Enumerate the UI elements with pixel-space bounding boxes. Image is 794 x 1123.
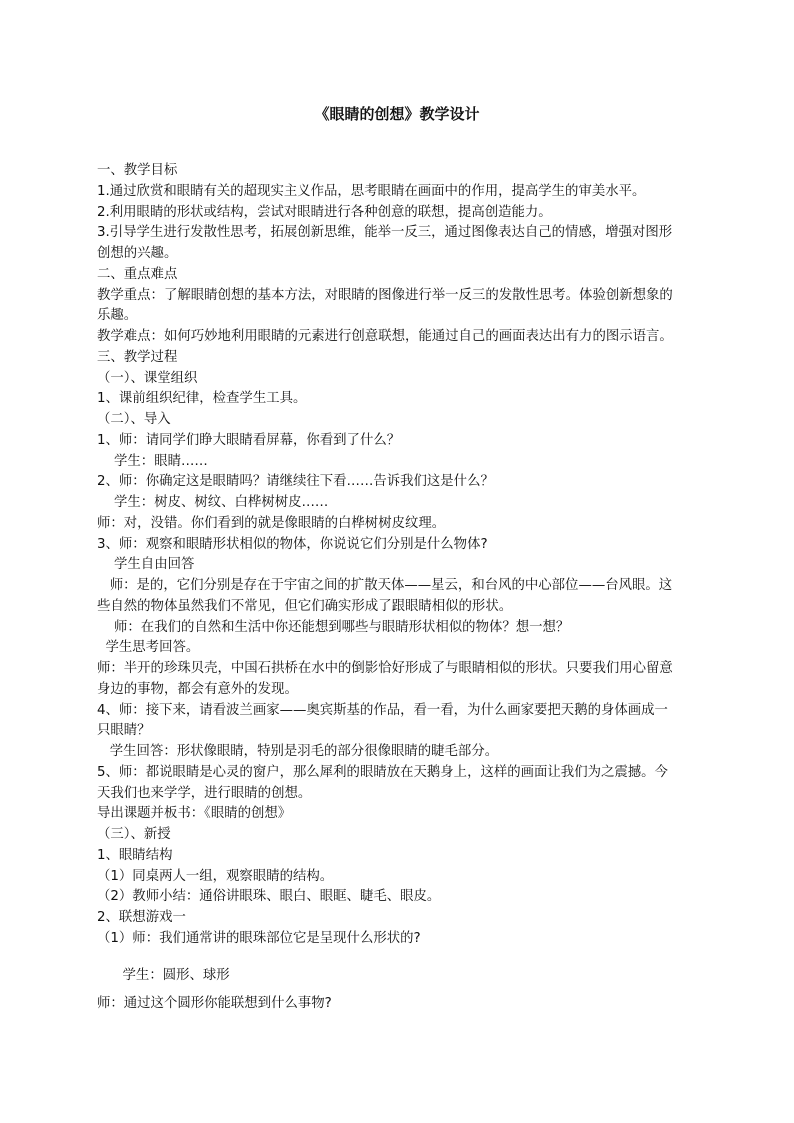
text-line: 4、师：接下来，请看波兰画家——奥宾斯基的作品，看一看，为什么画家要把天鹅的身体画成一 bbox=[97, 703, 668, 718]
text-line: 1、师：请同学们睁大眼睛看屏幕，你看到了什么？ bbox=[97, 433, 401, 448]
text-line: 1、眼睛结构 bbox=[97, 848, 173, 863]
text-line: 学生自由回答 bbox=[97, 557, 195, 572]
document-title: 《眼睛的创想》教学设计 bbox=[314, 105, 480, 123]
text-line: 学生：树皮、树纹、白桦树树皮…… bbox=[97, 495, 329, 510]
text-line: 只眼睛？ bbox=[97, 723, 151, 738]
text-line: 师：半开的珍珠贝壳，中国石拱桥在水中的倒影恰好形成了与眼睛相似的形状。只要我们用心留意 bbox=[97, 661, 673, 676]
text-line: 师：对，没错。你们看到的就是像眼睛的白桦树树皮纹理。 bbox=[97, 516, 446, 531]
text-line: 教学重点：了解眼睛创想的基本方法，对眼睛的图像进行举一反三的发散性思考。体验创新想象的 bbox=[97, 288, 673, 303]
text-line: （三）、新授 bbox=[97, 827, 171, 842]
text-line: （二）、导入 bbox=[97, 412, 171, 427]
text-line: 1、课前组织纪律，检查学生工具。 bbox=[97, 391, 307, 406]
text-line: 三、教学过程 bbox=[97, 350, 178, 365]
text-line: 导出课题并板书：《眼睛的创想》 bbox=[97, 806, 292, 821]
text-line: （一）、课堂组织 bbox=[97, 371, 198, 386]
text-line: 学生：圆形、球形 bbox=[97, 968, 230, 983]
text-line: 学生：眼睛…… bbox=[97, 454, 208, 469]
text-line: 教学难点：如何巧妙地利用眼睛的元素进行创意联想，能通过自己的画面表达出有力的图示语言。 bbox=[97, 329, 673, 344]
text-line: 学生回答：形状像眼睛，特别是羽毛的部分很像眼睛的睫毛部分。 bbox=[97, 744, 499, 759]
text-line: （2）教师小结：通俗讲眼珠、眼白、眼眶、睫毛、眼皮。 bbox=[97, 889, 441, 904]
text-line: 1.通过欣赏和眼睛有关的超现实主义作品，思考眼睛在画面中的作用，提高学生的审美水平。 bbox=[97, 184, 646, 199]
text-line: 学生思考回答。 bbox=[97, 640, 200, 655]
text-line: 一、教学目标 bbox=[97, 163, 178, 178]
text-line: 二、重点难点 bbox=[97, 267, 178, 282]
text-line: 身边的事物，都会有意外的发现。 bbox=[97, 682, 298, 697]
text-line: 2、联想游戏一 bbox=[97, 910, 186, 925]
text-line: 3.引导学生进行发散性思考，拓展创新思维，能举一反三，通过图像表达自己的情感，增强对图形 bbox=[97, 225, 673, 240]
text-line: 2.利用眼睛的形状或结构，尝试对眼睛进行各种创意的联想，提高创造能力。 bbox=[97, 205, 552, 220]
text-line: 师：通过这个圆形你能联想到什么事物? bbox=[97, 996, 332, 1011]
text-line: 5、师：都说眼睛是心灵的窗户，那么犀利的眼睛放在天鹅身上，这样的画面让我们为之震撼。今 bbox=[97, 765, 668, 780]
text-line: 些自然的物体虽然我们不常见，但它们确实形成了跟眼睛相似的形状。 bbox=[97, 599, 513, 614]
text-line: 创想的兴趣。 bbox=[97, 246, 178, 261]
text-line: 乐趣。 bbox=[97, 308, 138, 323]
text-line: 师：在我们的自然和生活中你还能想到哪些与眼睛形状相似的物体？想一想？ bbox=[97, 620, 570, 635]
text-line: （1）师：我们通常讲的眼珠部位它是呈现什么形状的? bbox=[97, 931, 421, 946]
text-line: 3、师：观察和眼睛形状相似的物体，你说说它们分别是什么物体? bbox=[97, 537, 488, 552]
text-line: （1）同桌两人一组，观察眼睛的结构。 bbox=[97, 869, 334, 884]
text-line: 2、师：你确定这是眼睛吗？请继续往下看……告诉我们这是什么？ bbox=[97, 474, 494, 489]
text-line: 师：是的，它们分别是存在于宇宙之间的扩散天体——星云，和台风的中心部位——台风眼。这 bbox=[97, 578, 673, 593]
text-line: 天我们也来学学，进行眼睛的创想。 bbox=[97, 786, 312, 801]
